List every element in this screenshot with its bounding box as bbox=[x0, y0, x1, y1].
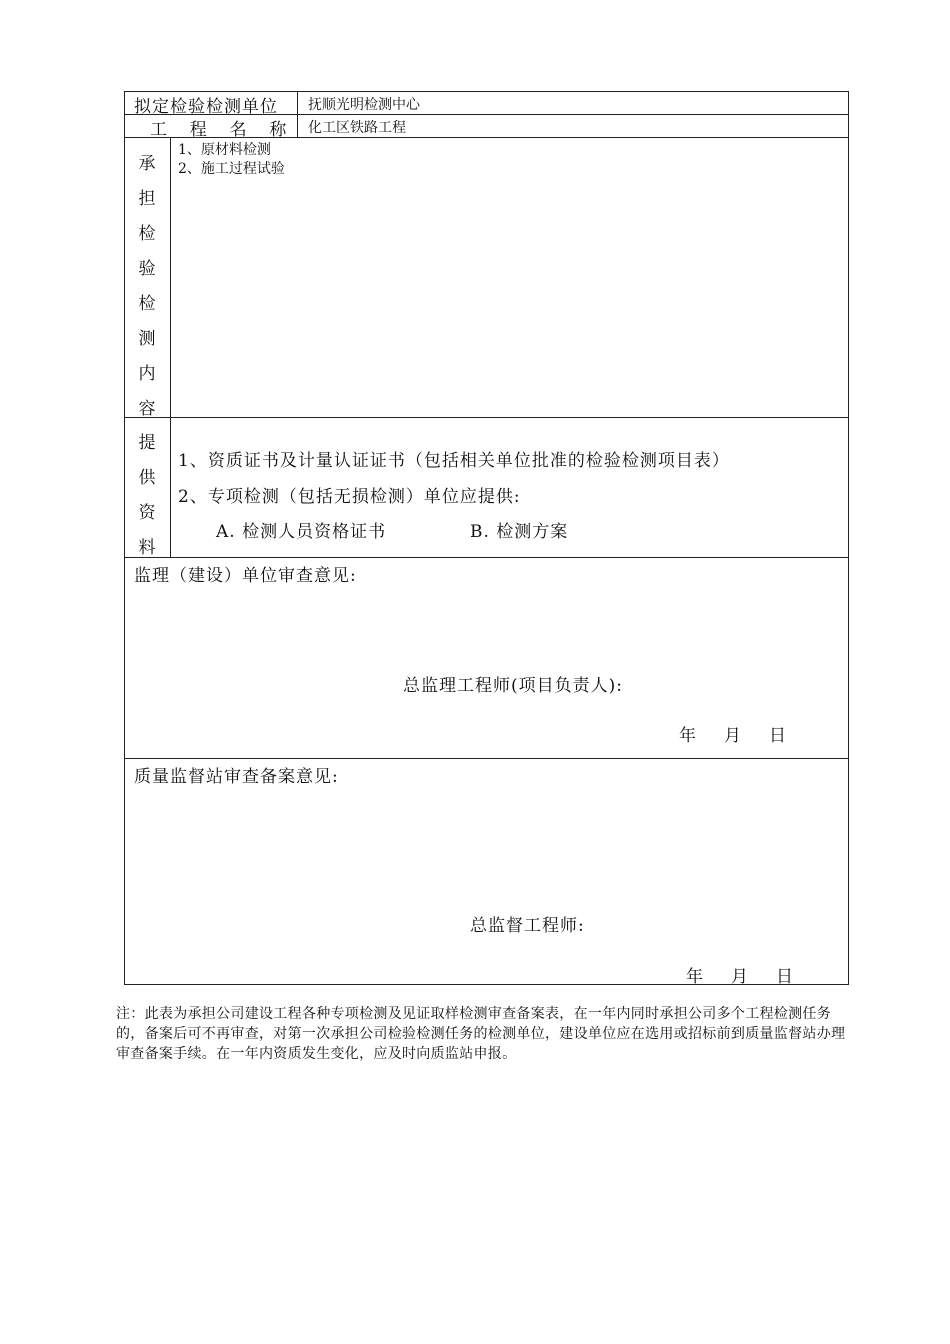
column-divider bbox=[170, 137, 171, 558]
provide-sub-b: B. 检测方案 bbox=[470, 522, 569, 542]
station-title: 质量监督站审查备案意见: bbox=[134, 767, 339, 787]
row-divider bbox=[124, 557, 849, 558]
content-label-char: 担 bbox=[138, 189, 156, 209]
row-divider bbox=[124, 417, 849, 418]
content-label-char: 内 bbox=[138, 364, 156, 384]
date-day: 日 bbox=[776, 967, 794, 987]
provide-label-char: 提 bbox=[138, 433, 156, 453]
content-label-char: 测 bbox=[138, 329, 156, 349]
content-item: 2、施工过程试验 bbox=[178, 161, 285, 177]
provide-label-char: 料 bbox=[138, 538, 156, 558]
unit-label: 拟定检验检测单位 bbox=[134, 97, 278, 117]
project-label: 工 程 名 称 bbox=[150, 120, 291, 140]
column-divider bbox=[297, 91, 298, 138]
unit-value: 抚顺光明检测中心 bbox=[308, 97, 420, 113]
row-divider bbox=[124, 758, 849, 759]
date-month: 月 bbox=[731, 967, 749, 987]
content-label-char: 承 bbox=[138, 154, 156, 174]
content-label-char: 容 bbox=[138, 399, 156, 419]
content-label-char: 验 bbox=[138, 259, 156, 279]
date-year: 年 bbox=[679, 726, 697, 746]
provide-item: 2、专项检测（包括无损检测）单位应提供: bbox=[178, 487, 521, 507]
provide-label-char: 资 bbox=[138, 503, 156, 523]
project-value: 化工区铁路工程 bbox=[308, 120, 406, 136]
content-label-char: 检 bbox=[138, 224, 156, 244]
supervision-title: 监理（建设）单位审查意见: bbox=[134, 566, 357, 586]
provide-sub-a: A. 检测人员资格证书 bbox=[216, 522, 387, 542]
provide-label-char: 供 bbox=[138, 468, 156, 488]
footnote: 注：此表为承担公司建设工程各种专项检测及见证取样检测审查备案表，在一年内同时承担公司多个工程检测任务的，备案后可不再审查，对第一次承担公司检验检测任务的检测单位，建设单位应在选用或招标前到质量监督站办理审查备案手续。在一年内资质发生变化，应及时向质监站申报。 bbox=[116, 1006, 846, 1062]
station-signer: 总监督工程师: bbox=[470, 916, 585, 936]
table-right-border bbox=[848, 91, 849, 985]
content-label-char: 检 bbox=[138, 294, 156, 314]
date-year: 年 bbox=[686, 967, 704, 987]
date-month: 月 bbox=[724, 726, 742, 746]
content-item: 1、原材料检测 bbox=[178, 142, 271, 158]
provide-item: 1、资质证书及计量认证证书（包括相关单位批准的检验检测项目表） bbox=[178, 451, 730, 471]
supervision-signer: 总监理工程师(项目负责人): bbox=[403, 676, 623, 696]
date-day: 日 bbox=[769, 726, 787, 746]
